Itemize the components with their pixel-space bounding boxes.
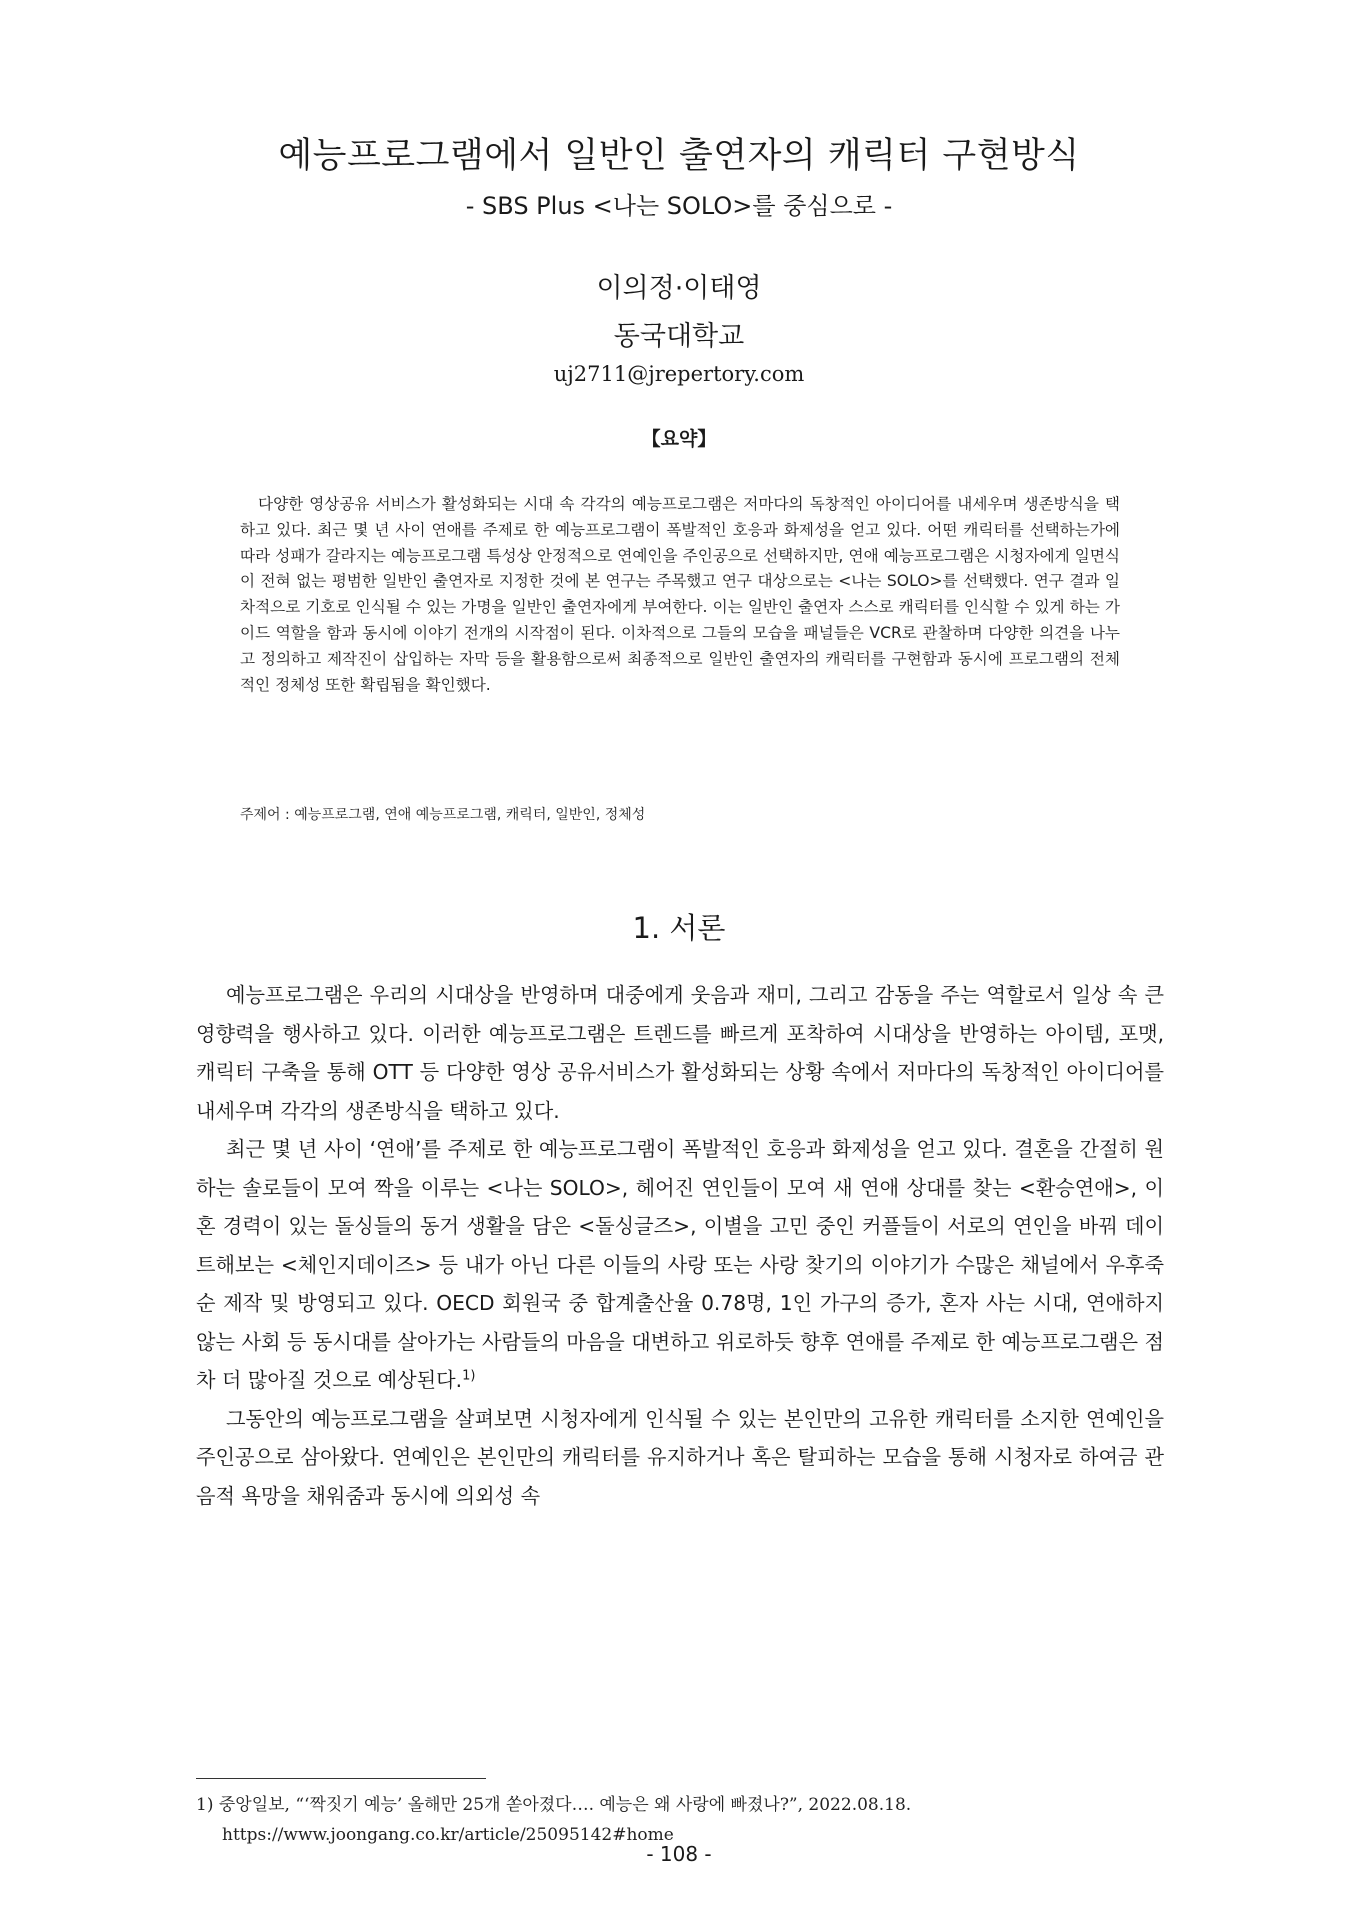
footnote-url[interactable]: https://www.joongang.co.kr/article/25095142#home — [222, 1825, 674, 1845]
author-email: uj2711@jrepertory.com — [553, 362, 805, 386]
abstract-heading: 【요약】 — [641, 428, 717, 450]
footnote — [196, 1790, 1164, 1850]
authors: 이의정·이태영 — [596, 273, 762, 304]
body-paragraph-text: 최근 몇 년 사이 ‘연애’를 주제로 한 예능프로그램이 폭발적인 호응과 화제성을 얻고 있다. 결혼을 간절히 원하는 솔로들이 모여 짝을 이루는 <나는 SOLO>, 헤어진 연인들이 모여 새 연애 상대를 찾는 <환승연애>, 이혼 경력이 있는 돌싱들의 동거 생활을 담은 <돌싱글즈>, 이별을 고민 중인 커플들이 서로의 연인을 바꿔 데이트해보는 <체인지데이즈> 등 내가 아닌 다른 이들의 사랑 또는 사랑 찾기의 이야기가 수많은 채널에서 우후죽순 제작 및 방영되고 있다. OECD 회원국 중 합계출산율 0.78명, 1인 가구의 증가, 혼자 사는 시대, 연애하지 않는 사회 등 동시대를 살아가는 사람들의 마음을 대변하고 위로하듯 향후 연애를 주제로 한 예능프로그램은 점차 더 많아질 것으로 예상된다. — [196, 1137, 1164, 1392]
page-number: - 108 - — [646, 1842, 712, 1866]
body-paragraph: 예능프로그램은 우리의 시대상을 반영하며 대중에게 웃음과 재미, 그리고 감동을 주는 역할로서 일상 속 큰 영향력을 행사하고 있다. 이러한 예능프로그램은 트렌드를 빠르게 포착하여 시대상을 반영하는 아이템, 포맷, 캐릭터 구축을 통해 OTT 등 다양한 영상 공유서비스가 활성화되는 상황 속에서 저마다의 독창적인 아이디어를 내세우며 각각의 생존방식을 택하고 있다. — [196, 983, 1164, 1123]
introduction-body — [196, 976, 1164, 1515]
body-paragraph — [196, 1130, 1164, 1400]
abstract-body — [240, 492, 1120, 698]
abstract-text: 다양한 영상공유 서비스가 활성화되는 시대 속 각각의 예능프로그램은 저마다의 독창적인 아이디어를 내세우며 생존방식을 택하고 있다. 최근 몇 년 사이 연애를 주제로 한 예능프로그램이 폭발적인 호응과 화제성을 얻고 있다. 어떤 캐릭터를 선택하는가에 따라 성패가 갈라지는 예능프로그램 특성상 안정적으로 연예인을 주인공으로 선택하지만, 연애 예능프로그램은 시청자에게 일면식이 전혀 없는 평범한 일반인 출연자로 지정한 것에 본 연구는 주목했고 연구 대상으로는 <나는 SOLO>를 선택했다. 연구 결과 일차적으로 기호로 인식될 수 있는 가명을 일반인 출연자에게 부여한다. 이는 일반인 출연자 스스로 캐릭터를 인식할 수 있게 하는 가이드 역할을 함과 동시에 이야기 전개의 시작점이 된다. 이차적으로 그들의 모습을 패널들은 VCR로 관찰하며 다양한 의견을 나누고 정의하고 제작진이 삽입하는 자막 등을 활용함으로써 최종적으로 일반인 출연자의 캐릭터를 구현함과 동시에 프로그램의 전체적인 정체성 또한 확립됨을 확인했다. — [240, 495, 1120, 694]
footnote-citation: 1) 중앙일보, “‘짝짓기 예능’ 올해만 25개 쏟아졌다…. 예능은 왜 사랑에 빠졌나?”, 2022.08.18. — [196, 1795, 912, 1815]
keywords: 주제어 : 예능프로그램, 연애 예능프로그램, 캐릭터, 일반인, 정체성 — [240, 807, 646, 823]
footnote-divider — [196, 1778, 486, 1779]
body-paragraph: 그동안의 예능프로그램을 살펴보면 시청자에게 인식될 수 있는 본인만의 고유한 캐릭터를 소지한 연예인을 주인공으로 삼아왔다. 연예인은 본인만의 캐릭터를 유지하거나 혹은 탈피하는 모습을 통해 시청자로 하여금 관음적 욕망을 채워줌과 동시에 의외성 속 — [196, 1406, 1164, 1508]
paper-title: 예능프로그램에서 일반인 출연자의 캐릭터 구현방식 — [278, 136, 1080, 176]
footnote-reference[interactable]: 1) — [462, 1368, 476, 1384]
affiliation: 동국대학교 — [613, 321, 745, 352]
paper-subtitle: - SBS Plus <나는 SOLO>를 중심으로 - — [465, 192, 893, 220]
section-heading-introduction: 1. 서론 — [632, 911, 726, 945]
